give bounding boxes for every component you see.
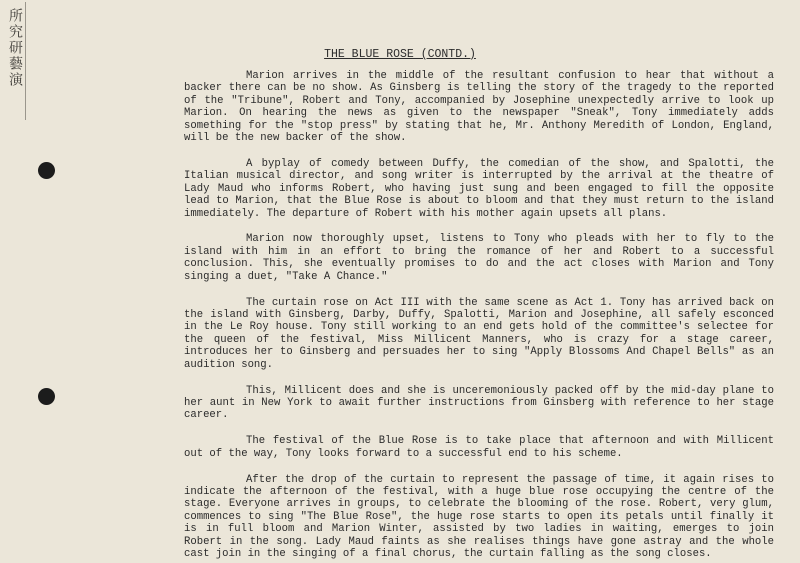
paragraph-6: The festival of the Blue Rose is to take place that afternoon and with Millicent out of the way, Tony looks forward to a successful end to his scheme.	[184, 435, 774, 460]
paragraph-4: The curtain rose on Act III with the same scene as Act 1. Tony has arrived back on the island with Ginsberg, Darby, Duffy, Spalotti, Marion and Josephine, all safely esconced in the Le Roy house. Tony still working to an end gets hold of the committee's selectee for the queen of the festival, Miss Millicent Manners, who is crazy for a stage career, introduces her to Ginsberg and persuades her to sing "Apply Blossoms And Chapel Bells" as an audition song.	[184, 296, 774, 371]
page-title: THE BLUE ROSE (CONTD.)	[324, 48, 476, 61]
paragraph-7: After the drop of the curtain to represent the passage of time, it again rises to indicate the afternoon of the festival, with a huge blue rose occupying the centre of the stage. Everyone arrives in groups, to celebrate the blooming of the rose. Robert, very glum, commences to sing "The Blue Rose", the huge rose starts to open its petals until finally it is in full bloom and Marion Winter, assisted by two ladies in waiting, emerges to join Robert in the song. Lady Maud faints as she realises things have gone astray and the whole cast join in the singing of a final chorus, the curtain falling as the song closes.	[184, 473, 774, 560]
paragraph-3: Marion now thoroughly upset, listens to Tony who pleads with her to fly to the island with him in an effort to bring the romance of her and Robert to a successful conclusion. This, she eventually promises to do and the act closes with Marion and Tony singing a duet, "Take A Chance."	[184, 233, 774, 283]
synopsis-body	[184, 70, 774, 563]
punch-hole-top	[38, 162, 55, 179]
punch-hole-bottom	[38, 388, 55, 405]
paragraph-5: This, Millicent does and she is unceremoniously packed off by the mid-day plane to her aunt in New York to await further instructions from Ginsberg with reference to her stage career.	[184, 384, 774, 422]
library-stamp: 所究研藝演	[2, 2, 26, 120]
paragraph-2: A byplay of comedy between Duffy, the comedian of the show, and Spalotti, the Italian musical director, and song writer is interrupted by the arrival at the theatre of Lady Maud who informs Robert, who having just sung and been engaged to fill the opposite lead to Marion, that the Blue Rose is about to bloom and that they must return to the island immediately. The departure of Robert with his mother again upsets all plans.	[184, 157, 774, 220]
paragraph-1: Marion arrives in the middle of the resultant confusion to hear that without a backer there can be no show. As Ginsberg is telling the story of the tragedy to the reported of the "Tribune", Robert and Tony, accompanied by Josephine unexpectedly arrive to look up Marion. On hearing the news as given to the newspaper "Sneak", Tony immediately adds something for the "stop press" by stating that he, Mr. Anthony Meredith of London, England, will be the new backer of the show.	[184, 70, 774, 145]
